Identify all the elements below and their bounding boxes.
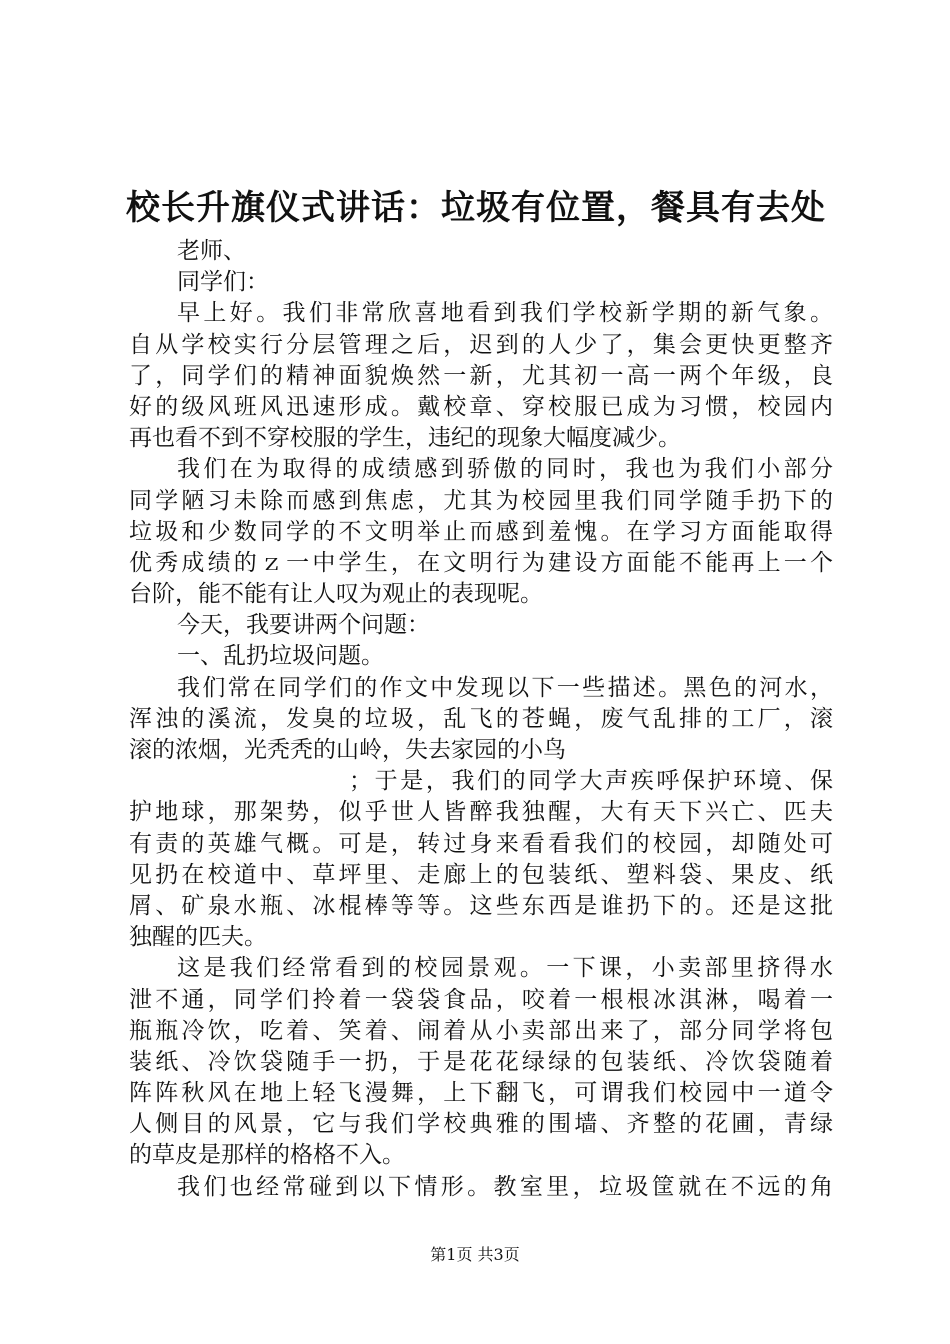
paragraph-line: 早上好。我们非常欣喜地看到我们学校新学期的新气象。 xyxy=(177,300,833,327)
paragraph-line: 有责的英雄气概。可是，转过身来看看我们的校园，却随处可 xyxy=(129,830,833,857)
paragraph-line: 这是我们经常看到的校园景观。一下课，小卖部里挤得水 xyxy=(177,955,833,982)
paragraph-line: 我们也经常碰到以下情形。教室里，垃圾筐就在不远的角 xyxy=(177,1173,833,1200)
paragraph-line: 见扔在校道中、草坪里、走廊上的包装纸、塑料袋、果皮、纸 xyxy=(129,861,833,888)
paragraph-line: 独醒的匹夫。 xyxy=(129,924,267,951)
paragraph-line: 今天，我要讲两个问题： xyxy=(177,612,430,639)
paragraph-line: 浑浊的溪流，发臭的垃圾，乱飞的苍蝇，废气乱排的工厂，滚 xyxy=(129,705,833,732)
paragraph-line: 瓶瓶冷饮，吃着、笑着、闹着从小卖部出来了，部分同学将包 xyxy=(129,1017,833,1044)
salutation-line: 同学们： xyxy=(177,269,269,296)
document-body xyxy=(129,236,833,1203)
paragraph-line: 同学陋习未除而感到焦虑，尤其为校园里我们同学随手扔下的 xyxy=(129,487,833,514)
paragraph-line: 好的级风班风迅速形成。戴校章、穿校服已成为习惯，校园内 xyxy=(129,393,833,420)
paragraph-line: 泄不通，同学们拎着一袋袋食品，咬着一根根冰淇淋，喝着一 xyxy=(129,986,833,1013)
section-heading: 一、乱扔垃圾问题。 xyxy=(177,643,384,670)
paragraph-line: 再也看不到不穿校服的学生，违纪的现象大幅度减少。 xyxy=(129,425,681,452)
paragraph-line: 滚的浓烟，光秃秃的山岭，失去家园的小鸟 xyxy=(129,737,566,763)
paragraph-line: 垃圾和少数同学的不文明举止而感到羞愧。在学习方面能取得 xyxy=(129,518,833,545)
paragraph-line: 屑、矿泉水瓶、冰棍棒等等。这些东西是谁扔下的。还是这批 xyxy=(129,892,833,919)
paragraph-line: 了，同学们的精神面貌焕然一新，尤其初一高一两个年级，良 xyxy=(129,362,833,389)
paragraph-line: 的草皮是那样的格格不入。 xyxy=(129,1142,405,1169)
paragraph-line: 我们在为取得的成绩感到骄傲的同时，我也为我们小部分 xyxy=(177,456,833,483)
paragraph-line: 自从学校实行分层管理之后，迟到的人少了，集会更快更整齐 xyxy=(129,331,833,358)
paragraph-line: 人侧目的风景，它与我们学校典雅的围墙、齐整的花圃，青绿 xyxy=(129,1111,833,1138)
page-footer: 第1页 共3页 xyxy=(430,1245,520,1264)
paragraph-line: ；于是，我们的同学大声疾呼保护环境、保 xyxy=(349,768,833,795)
paragraph-line: 我们常在同学们的作文中发现以下一些描述。黑色的河水， xyxy=(177,674,833,701)
salutation-line: 老师、 xyxy=(177,238,246,264)
paragraph-line: 装纸、冷饮袋随手一扔，于是花花绿绿的包装纸、冷饮袋随着 xyxy=(129,1048,833,1075)
document-title: 校长升旗仪式讲话：垃圾有位置，餐具有去处 xyxy=(126,188,826,228)
paragraph-line: 优秀成绩的ｚ一中学生，在文明行为建设方面能不能再上一个 xyxy=(129,549,833,576)
paragraph-line: 阵阵秋风在地上轻飞漫舞，上下翻飞，可谓我们校园中一道令 xyxy=(129,1080,833,1107)
paragraph-line: 护地球，那架势，似乎世人皆醉我独醒，大有天下兴亡、匹夫 xyxy=(129,799,833,826)
paragraph-line: 台阶，能不能有让人叹为观止的表现呢。 xyxy=(129,581,543,608)
